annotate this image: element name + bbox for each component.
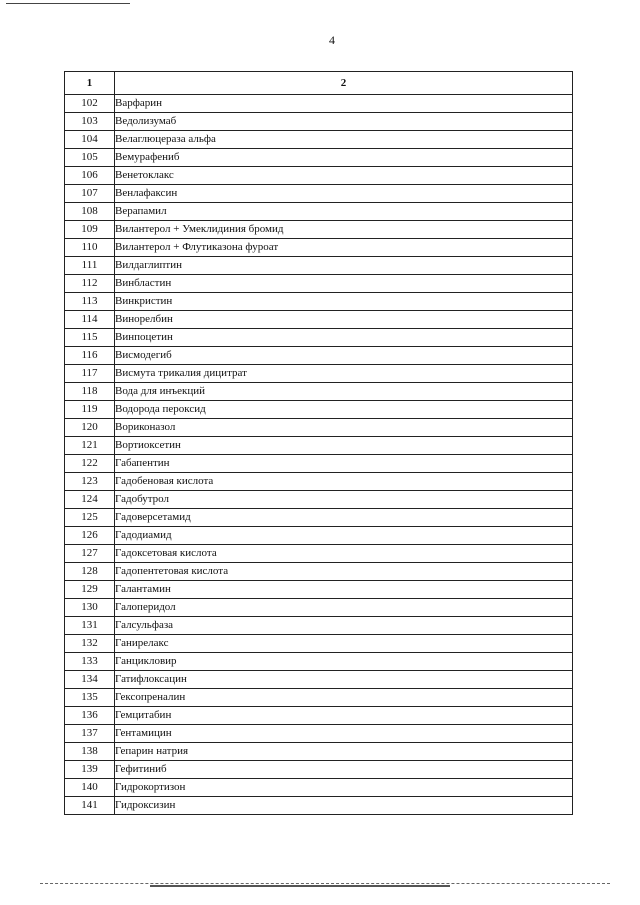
drug-name: Гадопентетовая кислота [115,563,573,581]
drug-name: Винкристин [115,293,573,311]
table-row [65,797,573,815]
drug-name: Галантамин [115,581,573,599]
table-row [65,149,573,167]
row-number: 120 [65,419,115,437]
drug-name: Варфарин [115,95,573,113]
row-number: 140 [65,779,115,797]
row-number: 138 [65,743,115,761]
top-rule [6,3,130,4]
table-row [65,689,573,707]
drug-name: Висмодегиб [115,347,573,365]
drug-name: Галсульфаза [115,617,573,635]
table-row [65,185,573,203]
row-number: 110 [65,239,115,257]
row-number: 122 [65,455,115,473]
row-number: 113 [65,293,115,311]
drug-name: Вортиоксетин [115,437,573,455]
drug-name: Вилантерол + Флутиказона фуроат [115,239,573,257]
table-row [65,761,573,779]
row-number: 107 [65,185,115,203]
drug-name: Гексопреналин [115,689,573,707]
drug-name: Висмута трикалия дицитрат [115,365,573,383]
row-number: 133 [65,653,115,671]
column-header-number: 1 [65,72,115,95]
row-number: 124 [65,491,115,509]
table-row [65,455,573,473]
table-row [65,725,573,743]
row-number: 106 [65,167,115,185]
table-row [65,257,573,275]
table-row [65,167,573,185]
table-row [65,347,573,365]
drug-name: Вемурафениб [115,149,573,167]
row-number: 108 [65,203,115,221]
drug-name: Гадобутрол [115,491,573,509]
drug-name: Верапамил [115,203,573,221]
bottom-rule [40,883,610,884]
table-row [65,779,573,797]
drug-name: Гадодиамид [115,527,573,545]
table-row [65,509,573,527]
row-number: 132 [65,635,115,653]
table-row [65,131,573,149]
drug-name: Винорелбин [115,311,573,329]
table-row [65,437,573,455]
row-number: 105 [65,149,115,167]
row-number: 119 [65,401,115,419]
drug-name: Велаглюцераза альфа [115,131,573,149]
drug-name: Гатифлоксацин [115,671,573,689]
drug-name: Гефитиниб [115,761,573,779]
drug-name: Габапентин [115,455,573,473]
drug-name: Гадобеновая кислота [115,473,573,491]
row-number: 127 [65,545,115,563]
row-number: 131 [65,617,115,635]
table-row [65,365,573,383]
row-number: 116 [65,347,115,365]
table-row [65,401,573,419]
table-row [65,419,573,437]
row-number: 125 [65,509,115,527]
table-row [65,635,573,653]
drug-name: Винпоцетин [115,329,573,347]
table-header-row [65,72,573,95]
row-number: 109 [65,221,115,239]
row-number: 129 [65,581,115,599]
row-number: 118 [65,383,115,401]
row-number: 123 [65,473,115,491]
table-row [65,113,573,131]
table-row [65,383,573,401]
row-number: 112 [65,275,115,293]
row-number: 141 [65,797,115,815]
table-row [65,221,573,239]
column-header-name: 2 [115,72,573,95]
row-number: 114 [65,311,115,329]
table-row [65,563,573,581]
table-row [65,275,573,293]
table-row [65,671,573,689]
drug-name: Ганцикловир [115,653,573,671]
drug-name: Венлафаксин [115,185,573,203]
drug-name: Гидрокортизон [115,779,573,797]
row-number: 104 [65,131,115,149]
table-row [65,203,573,221]
drug-name: Галоперидол [115,599,573,617]
row-number: 136 [65,707,115,725]
row-number: 115 [65,329,115,347]
table-row [65,653,573,671]
row-number: 121 [65,437,115,455]
row-number: 117 [65,365,115,383]
drug-name: Венетоклакс [115,167,573,185]
table-row [65,95,573,113]
drug-name: Гепарин натрия [115,743,573,761]
drug-name: Гидроксизин [115,797,573,815]
row-number: 128 [65,563,115,581]
row-number: 130 [65,599,115,617]
table-row [65,491,573,509]
drug-name: Вода для инъекций [115,383,573,401]
table-row [65,329,573,347]
table-row [65,239,573,257]
page-number: 4 [329,33,335,47]
drug-name: Гемцитабин [115,707,573,725]
table-row [65,617,573,635]
table-row [65,311,573,329]
table-row [65,599,573,617]
table-row [65,707,573,725]
drug-name: Вилантерол + Умеклидиния бромид [115,221,573,239]
medications-table [64,71,573,815]
row-number: 103 [65,113,115,131]
table-row [65,581,573,599]
row-number: 126 [65,527,115,545]
drug-name: Вориконазол [115,419,573,437]
row-number: 111 [65,257,115,275]
drug-name: Гадоверсетамид [115,509,573,527]
drug-name: Гентамицин [115,725,573,743]
row-number: 135 [65,689,115,707]
table-row [65,293,573,311]
drug-name: Винбластин [115,275,573,293]
table-row [65,545,573,563]
table-row [65,527,573,545]
table-row [65,473,573,491]
drug-name: Вилдаглиптин [115,257,573,275]
drug-name: Гадоксетовая кислота [115,545,573,563]
drug-name: Ведолизумаб [115,113,573,131]
drug-name: Водорода пероксид [115,401,573,419]
row-number: 134 [65,671,115,689]
table-row [65,743,573,761]
row-number: 137 [65,725,115,743]
row-number: 139 [65,761,115,779]
row-number: 102 [65,95,115,113]
bottom-rule-bold [150,885,450,887]
drug-name: Ганирелакс [115,635,573,653]
